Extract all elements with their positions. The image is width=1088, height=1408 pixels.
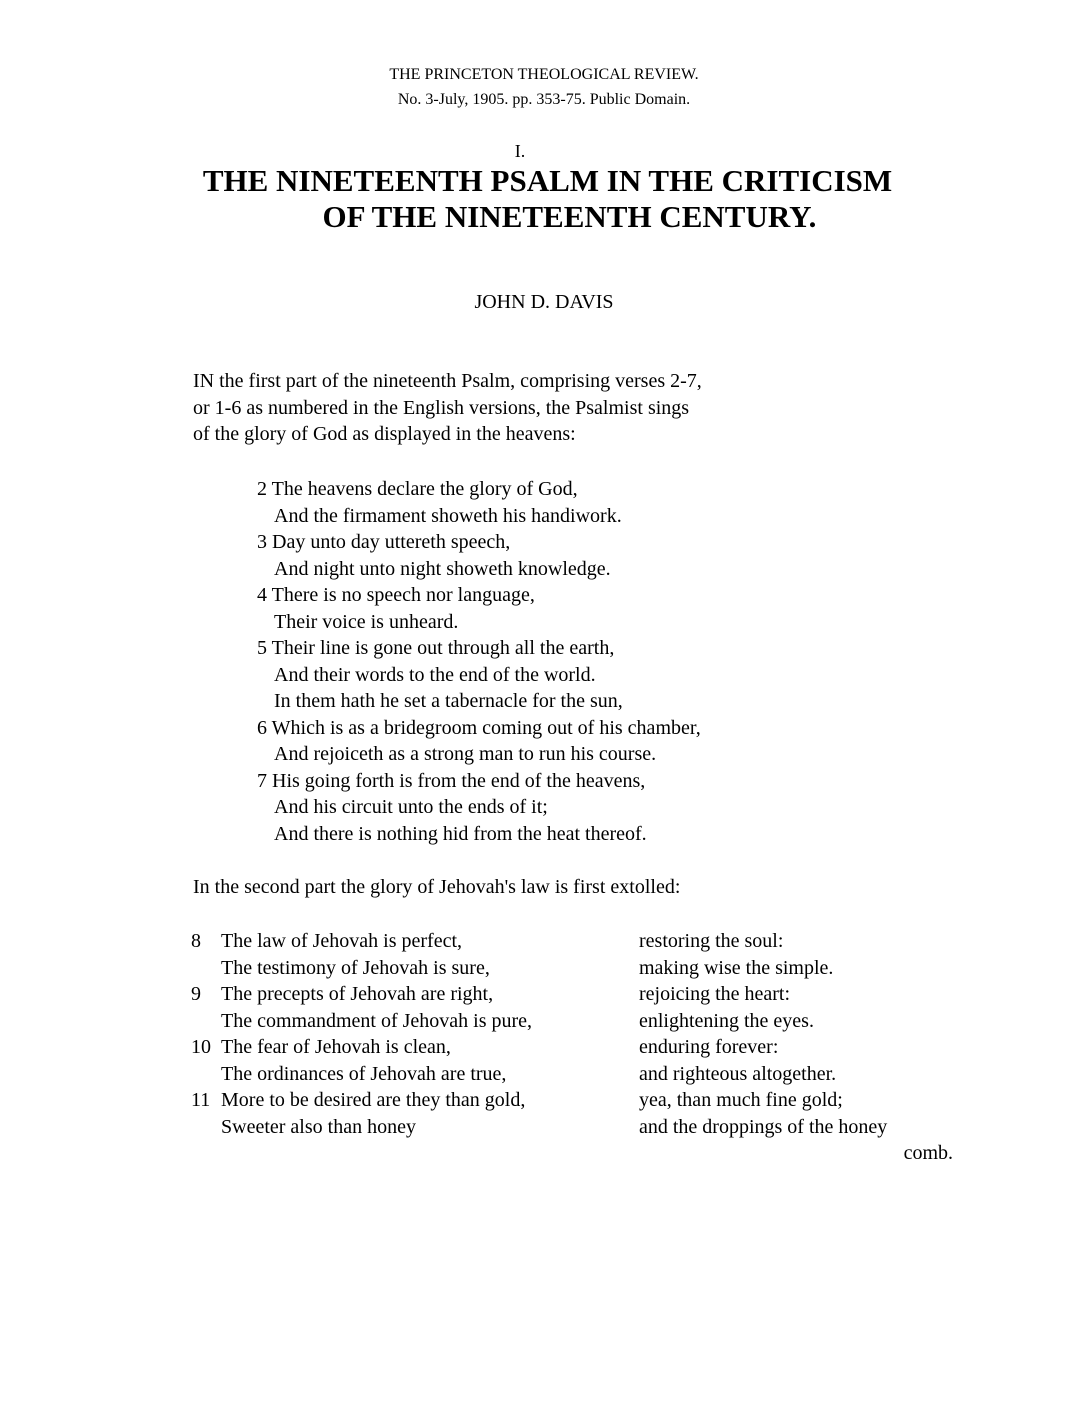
law-verse-row — [191, 1114, 961, 1141]
verse-first-half: The law of Jehovah is perfect, — [221, 930, 463, 952]
verse-second-half: enduring forever: — [639, 1036, 779, 1058]
article-numeral: I. — [514, 141, 526, 161]
verse-line: 3 Day unto day uttereth speech, — [257, 531, 511, 553]
verse-first-half: The fear of Jehovah is clean, — [221, 1036, 451, 1058]
article-title-line-2: OF THE NINETEENTH CENTURY. — [322, 199, 817, 234]
law-verse-row — [191, 1008, 961, 1035]
verse-line: And the firmament showeth his handiwork. — [274, 504, 622, 527]
verse-second-half: making wise the simple. — [639, 956, 834, 979]
verse-number: 9 — [191, 983, 201, 1005]
law-verse-row — [191, 928, 961, 955]
paragraph-line: IN the first part of the nineteenth Psalm, comprising verses 2-7, — [193, 370, 702, 392]
paragraph-line: of the glory of God as displayed in the heavens: — [193, 423, 576, 445]
law-verse-row — [191, 1140, 961, 1167]
verse-line: 7 His going forth is from the end of the heavens, — [257, 769, 646, 792]
verse-line: 5 Their line is gone out through all the earth, — [257, 637, 615, 659]
law-verse-row — [191, 955, 961, 982]
verse-number: 8 — [191, 930, 201, 952]
verse-line: And his circuit unto the ends of it; — [274, 796, 548, 818]
verse-first-half: The ordinances of Jehovah are true, — [221, 1062, 507, 1085]
verse-number: 11 — [191, 1089, 211, 1111]
verse-second-half: yea, than much fine gold; — [639, 1089, 843, 1111]
verse-number: 10 — [191, 1036, 211, 1058]
verse-line: Their voice is unheard. — [274, 610, 459, 633]
verse-line: And night unto night showeth knowledge. — [274, 557, 611, 580]
verse-line: 2 The heavens declare the glory of God, — [257, 478, 578, 500]
verse-first-half: The testimony of Jehovah is sure, — [221, 956, 490, 979]
paragraph-line: or 1-6 as numbered in the English versions, the Psalmist sings — [193, 396, 690, 419]
law-verse-row — [191, 1061, 961, 1088]
intro-paragraph — [193, 368, 702, 448]
verse-second-half: and the droppings of the honey — [639, 1115, 888, 1138]
verse-line: 6 Which is as a bridegroom coming out of his chamber, — [257, 716, 701, 739]
article-title-line-1: THE NINETEENTH PSALM IN THE CRITICISM — [202, 163, 893, 198]
verse-first-half: The commandment of Jehovah is pure, — [221, 1009, 533, 1032]
verse-second-half: and righteous altogether. — [639, 1062, 837, 1085]
journal-header: THE PRINCETON THEOLOGICAL REVIEW. — [389, 66, 699, 83]
author-name: JOHN D. DAVIS — [474, 291, 614, 313]
verse-second-half: enlightening the eyes. — [639, 1009, 814, 1032]
law-verse-row — [191, 1034, 961, 1061]
verse-first-half: Sweeter also than honey — [221, 1115, 416, 1138]
law-verse-row — [191, 1087, 961, 1114]
psalm-verses-block — [257, 476, 701, 847]
verse-first-half: More to be desired are they than gold, — [221, 1089, 526, 1111]
law-verse-row — [191, 981, 961, 1008]
verse-line: And rejoiceth as a strong man to run his course. — [274, 743, 657, 765]
verse-line: And their words to the end of the world. — [274, 663, 596, 686]
second-paragraph: In the second part the glory of Jehovah's law is first extolled: — [193, 876, 681, 898]
verse-first-half: The precepts of Jehovah are right, — [221, 983, 494, 1005]
law-verses-block — [191, 928, 961, 1167]
verse-line: 4 There is no speech nor language, — [257, 584, 535, 606]
verse-line: And there is nothing hid from the heat thereof. — [274, 822, 647, 845]
citation-line: No. 3-July, 1905. pp. 353-75. Public Domain. — [397, 91, 691, 108]
verse-continuation: comb. — [903, 1142, 953, 1164]
verse-second-half: restoring the soul: — [639, 930, 784, 952]
verse-line: In them hath he set a tabernacle for the sun, — [274, 690, 623, 712]
verse-second-half: rejoicing the heart: — [639, 983, 791, 1005]
